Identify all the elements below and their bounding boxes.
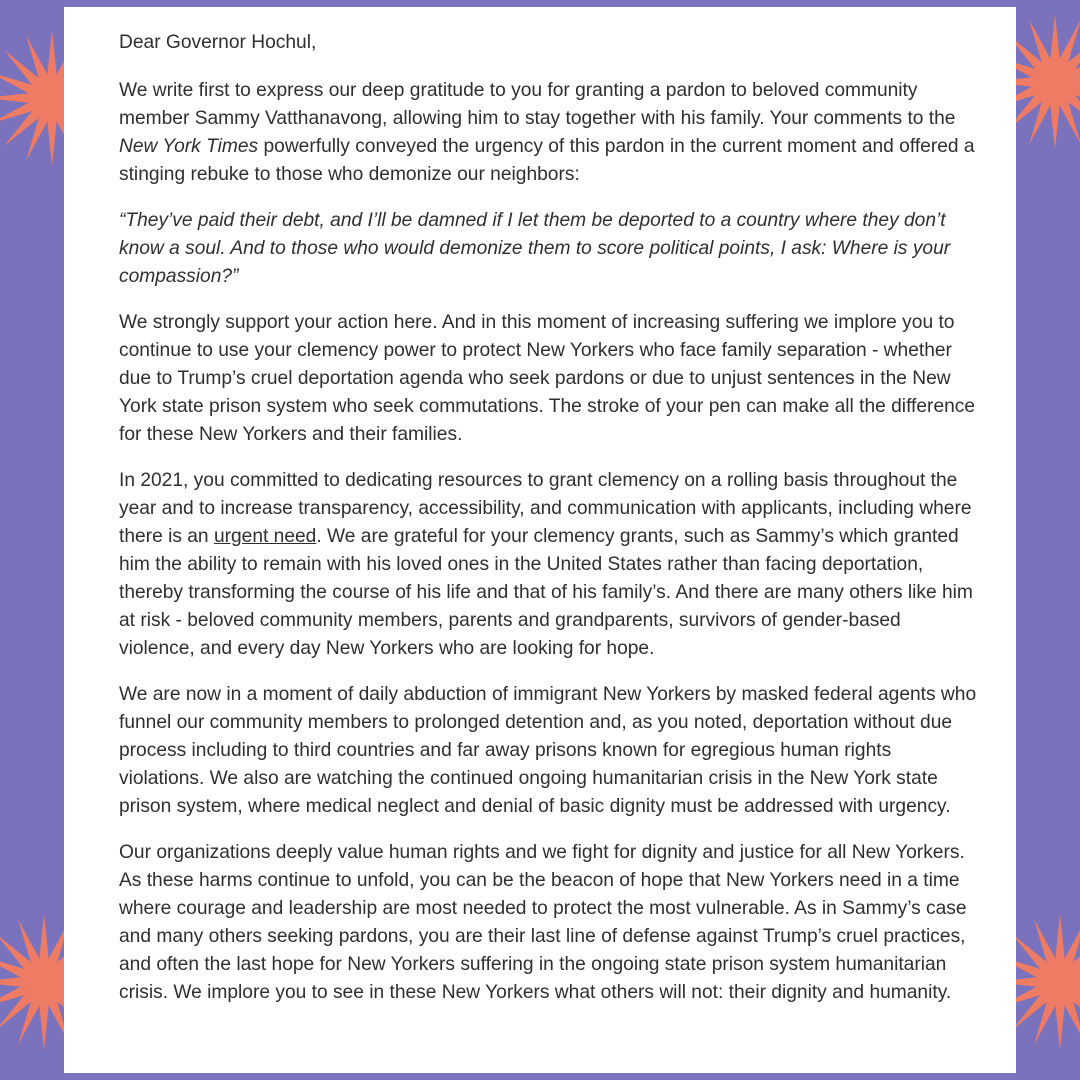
paragraph-text: We write first to express our deep gratitude to you for granting a pardon to beloved community member Sammy Vatthanavong, allowing him to stay together with his family. Your comments to the: [119, 80, 956, 129]
paragraph-text: . We are grateful for your clemency grants, such as Sammy’s which granted him the ability to remain with his loved ones in the United States rather than facing deportation, thereby transforming the course of his life and that of his family’s. And there are many others like him at risk - beloved community members, parents and grandparents, survivors of gender-based violence, and every day New Yorkers who are looking for hope.: [119, 526, 973, 659]
paragraph-text: In 2021, you committed to dedicating resources to grant clemency on a rolling basis throughout the year and to increase transparency, accessibility, and communication with applicants, including where there is an: [119, 470, 972, 547]
letter-paragraph-commitment: [119, 467, 980, 663]
letter-salutation: Dear Governor Hochul,: [119, 32, 317, 53]
letter-paragraph-gratitude: [119, 77, 980, 189]
letter-paragraph-current-moment: We are now in a moment of daily abduction of immigrant New Yorkers by masked federal agents who funnel our community members to prolonged detention and, as you noted, deportation without due process including to third countries and far away prisons known for egregious human rights violations. We also are watching the continued ongoing humanitarian crisis in the New York state prison system, where medical neglect and denial of basic dignity must be addressed with urgency.: [119, 684, 977, 817]
letter-page: [64, 7, 1016, 1073]
publication-name: New York Times: [119, 136, 259, 157]
letter-paragraph-human-rights: Our organizations deeply value human rights and we fight for dignity and justice for all New Yorkers. As these harms continue to unfold, you can be the beacon of hope that New Yorkers need in a time where courage and leadership are most needed to protect the most vulnerable. As in Sammy’s case and many others seeking pardons, you are their last line of defense against Trump’s cruel practices, and often the last hope for New Yorkers suffering in the ongoing state prison system humanitarian crisis. We implore you to see in these New Yorkers what others will not: their dignity and humanity.: [119, 842, 967, 1003]
letter-paragraph-support: We strongly support your action here. And in this moment of increasing suffering we implore you to continue to use your clemency power to protect New Yorkers who face family separation - whether due to Trump’s cruel deportation agenda who seek pardons or due to unjust sentences in the New York state prison system who seek commutations. The stroke of your pen can make all the difference for these New Yorkers and their families.: [119, 312, 976, 445]
governor-quote: “They’ve paid their debt, and I’ll be damned if I let them be deported to a country where they don’t know a soul. And to those who would demonize them to score political points, I ask: Where is your compassion?”: [119, 210, 951, 287]
paragraph-text: powerfully conveyed the urgency of this pardon in the current moment and offered a stinging rebuke to those who demonize our neighbors:: [119, 136, 975, 185]
urgent-need-link[interactable]: urgent need: [213, 526, 317, 547]
